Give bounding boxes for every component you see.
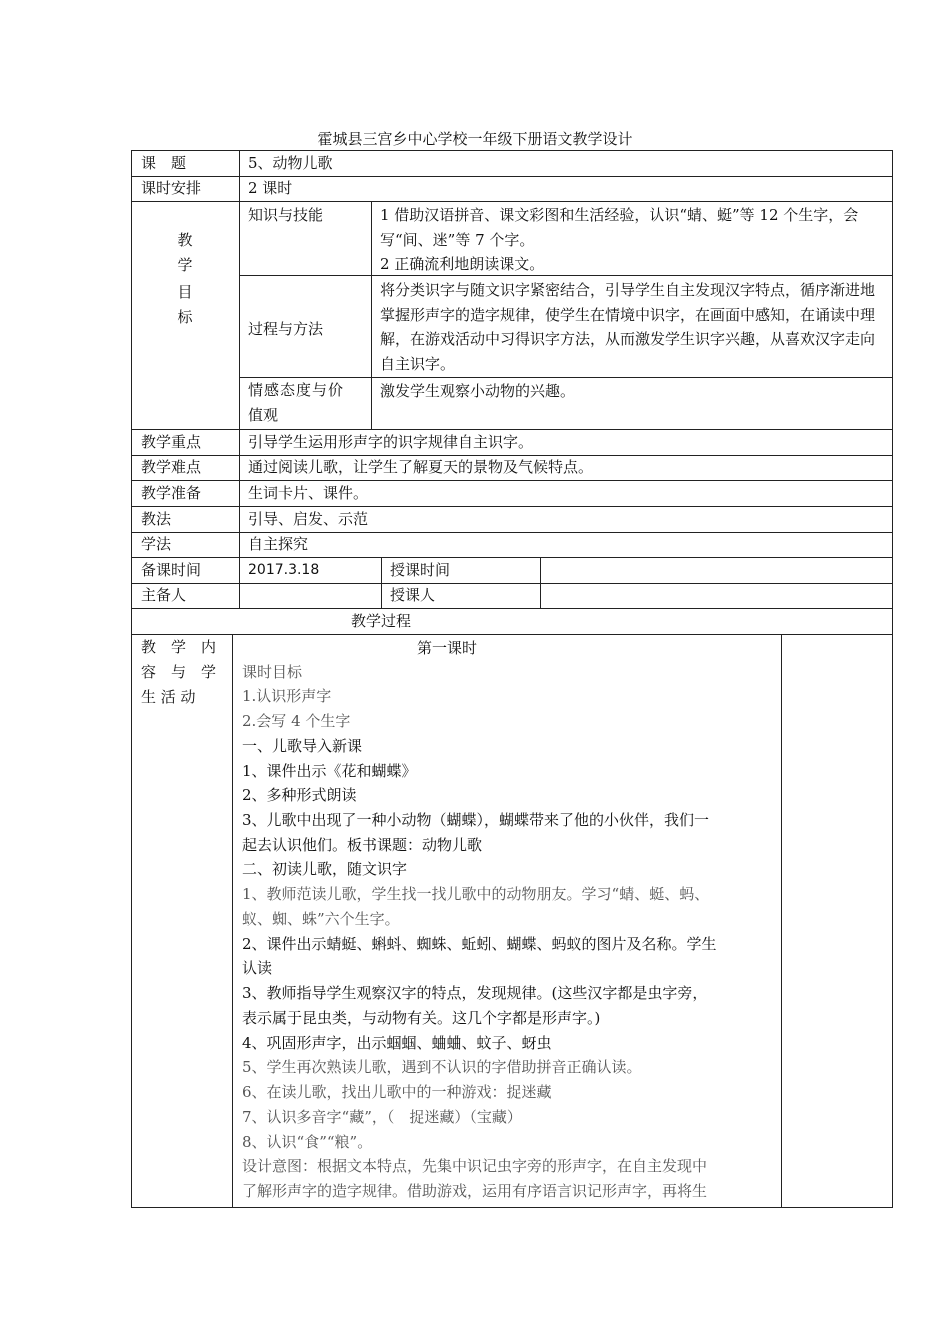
process-method-text: 将分类识字与随文识字紧密结合，引导学生自主发现汉字特点，循序渐进地掌握形声字的造字规律，使学生在情境中识字，在画面中感知，在诵读中理解，在游戏活动中习得识字方法，从而激发学生识字兴趣，从喜欢汉字走向自主识字。 — [380, 281, 876, 373]
process-line: 起去认识他们。板书课题：动物儿歌 — [242, 836, 483, 854]
knowledge-text-2: 2 正确流利地朗读课文。 — [380, 255, 545, 273]
process-line: 课时目标 — [242, 663, 303, 681]
emotion-label-line2: 值观 — [248, 406, 279, 424]
process-line: 5、学生再次熟读儿歌，遇到不认识的字借助拼音正确认读。 — [242, 1058, 642, 1076]
teach-time-label: 授课时间 — [390, 561, 451, 579]
process-line: 2、多种形式朗读 — [242, 786, 357, 804]
teaching-method-value: 引导、启发、示范 — [248, 510, 369, 528]
goals-label-char: 教 — [177, 231, 193, 249]
process-line: 1、教师范读儿歌，学生找一找儿歌中的动物朋友。学习“蜻、蜓、蚂、 — [242, 885, 710, 903]
goals-label-char: 目 — [177, 283, 193, 301]
goals-label-char: 标 — [177, 308, 193, 326]
emotion-text: 激发学生观察小动物的兴趣。 — [380, 382, 576, 400]
prep-time-label: 备课时间 — [141, 561, 202, 579]
study-method-value: 自主探究 — [248, 535, 309, 553]
main-preparer-label: 主备人 — [141, 586, 187, 604]
schedule-value: 2 课时 — [248, 179, 293, 197]
preparation-value: 生词卡片、课件。 — [248, 484, 369, 502]
process-left-label-line: 生 活 动 — [141, 688, 196, 706]
process-header: 教学过程 — [351, 612, 412, 630]
process-line: 设计意图：根据文本特点，先集中识记虫字旁的形声字，在自主发现中 — [242, 1157, 708, 1175]
lesson-heading: 第一课时 — [417, 639, 478, 657]
knowledge-text: 1 借助汉语拼音、课文彩图和生活经验，认识“蜻、蜓”等 12 个生字，会写“间、迷”等 7 个字。 — [380, 206, 859, 249]
process-line: 1.认识形声字 — [242, 687, 332, 705]
study-method-label: 学法 — [141, 535, 172, 553]
process-line: 3、儿歌中出现了一种小动物（蝴蝶），蝴蝶带来了他的小伙伴，我们一 — [242, 811, 710, 829]
process-line: 蚁、蜘、蛛”六个生字。 — [242, 910, 400, 928]
focus-value: 引导学生运用形声字的识字规律自主识字。 — [248, 433, 534, 451]
process-line: 2.会写 4 个生字 — [242, 712, 351, 730]
prep-time-value: 2017.3.18 — [248, 562, 320, 578]
topic-value: 5、动物儿歌 — [248, 154, 333, 172]
process-line: 二、初读儿歌，随文识字 — [242, 860, 408, 878]
process-line: 4、巩固形声字，出示蝈蝈、蛐蛐、蚊子、蚜虫 — [242, 1034, 552, 1052]
preparation-label: 教学准备 — [141, 484, 202, 502]
process-line: 一、儿歌导入新课 — [242, 737, 363, 755]
schedule-label: 课时安排 — [141, 179, 202, 197]
focus-label: 教学重点 — [141, 433, 202, 451]
process-line: 6、在读儿歌，找出儿歌中的一种游戏：捉迷藏 — [242, 1083, 552, 1101]
teaching-method-label: 教法 — [141, 510, 172, 528]
difficulty-value: 通过阅读儿歌，让学生了解夏天的景物及气候特点。 — [248, 458, 594, 476]
process-method-label: 过程与方法 — [248, 320, 324, 338]
process-line: 了解形声字的造字规律。借助游戏，运用有序语言识记形声字，再将生 — [242, 1182, 708, 1200]
process-line: 表示属于昆虫类，与动物有关。这几个字都是形声字。) — [242, 1009, 601, 1027]
process-line: 8、认识“食”“粮”。 — [242, 1133, 373, 1151]
topic-label: 课 题 — [141, 154, 187, 172]
goals-label-char: 学 — [177, 256, 193, 274]
emotion-label-line1: 情感态度与价 — [248, 381, 345, 399]
process-left-label-line: 教 学 内 — [141, 638, 217, 656]
process-left-label-line: 容 与 学 — [141, 663, 217, 681]
knowledge-label: 知识与技能 — [248, 206, 324, 224]
process-line: 认读 — [242, 959, 273, 977]
teacher-label: 授课人 — [390, 586, 436, 604]
process-line: 1、课件出示《花和蝴蝶》 — [242, 762, 417, 780]
process-line: 3、教师指导学生观察汉字的特点，发现规律。(这些汉字都是虫字旁， — [242, 984, 708, 1002]
process-line: 2、课件出示蜻蜓、蝌蚪、蜘蛛、蚯蚓、蝴蝶、蚂蚁的图片及名称。学生 — [242, 935, 717, 953]
difficulty-label: 教学难点 — [141, 458, 202, 476]
document-title: 霍城县三宫乡中心学校一年级下册语文教学设计 — [317, 130, 633, 148]
process-line: 7、认识多音字“藏”，（ 捉迷藏）（宝藏） — [242, 1108, 522, 1126]
